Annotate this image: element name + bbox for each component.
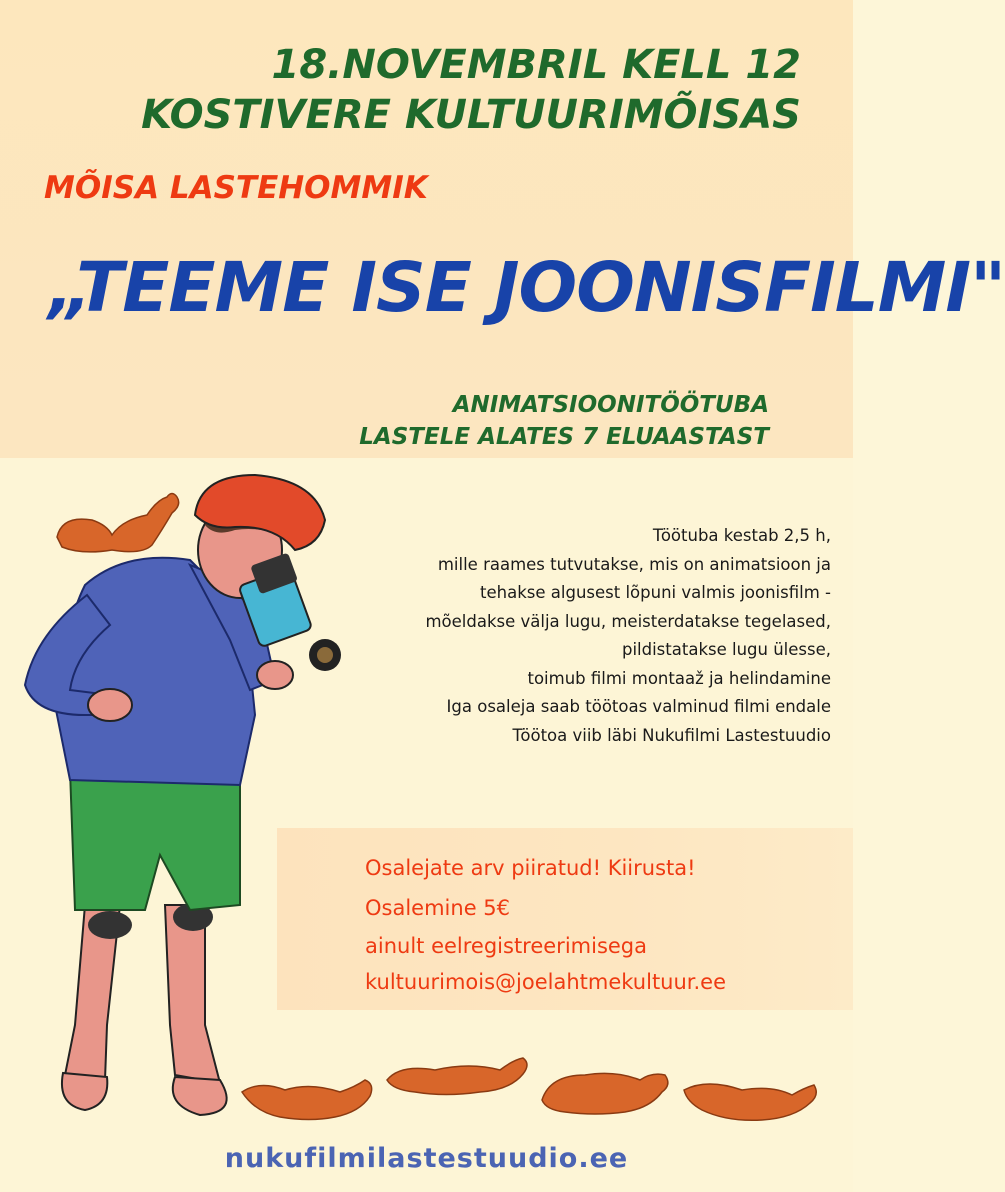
event-date: 18.NOVEMBRIL KELL 12 <box>271 42 801 88</box>
description-line: tehakse algusest lõpuni valmis joonisfilm - <box>480 583 831 602</box>
event-title: „TEEME ISE JOONISFILMI" <box>48 248 1005 328</box>
event-venue: KOSTIVERE KULTUURIMÕISAS <box>141 92 801 138</box>
info-box <box>277 828 853 1010</box>
info-email[interactable]: kultuurimois@joelahtmekultuur.ee <box>365 970 727 994</box>
workshop-audience: LASTELE ALATES 7 ELUAASTAST <box>359 424 769 450</box>
boy-with-camera-icon <box>15 465 355 1125</box>
description <box>311 522 831 750</box>
description-line: mille raames tutvutakse, mis on animatsioon ja <box>437 554 831 574</box>
squirrel-icon <box>682 1070 822 1125</box>
workshop-type: ANIMATSIOONITÖÖTUBA <box>452 392 769 418</box>
info-limited: Osalejate arv piiratud! Kiirusta! <box>365 856 696 880</box>
event-label: MÕISA LASTEHOMMIK <box>44 170 428 206</box>
squirrel-icon <box>540 1060 675 1120</box>
footer-url[interactable]: nukufilmilastestuudio.ee <box>224 1143 629 1174</box>
info-price: Osalemine 5€ <box>365 896 511 920</box>
description-line: pildistatakse lugu ülesse, <box>621 640 831 659</box>
description-line: toimub filmi montaaž ja helindamine <box>527 668 831 688</box>
squirrel-icon <box>240 1062 380 1124</box>
description-line: mõeldakse välja lugu, meisterdatakse tegelased, <box>425 611 831 631</box>
description-line: Iga osaleja saab töötoas valminud filmi endale <box>446 697 831 716</box>
squirrel-icon <box>52 485 187 560</box>
description-line: Töötoa viib läbi Nukufilmi Lastestuudio <box>512 725 831 745</box>
squirrel-icon <box>385 1052 535 1102</box>
description-line: Töötuba kestab 2,5 h, <box>652 526 831 545</box>
info-registration: ainult eelregistreerimisega <box>365 934 648 958</box>
